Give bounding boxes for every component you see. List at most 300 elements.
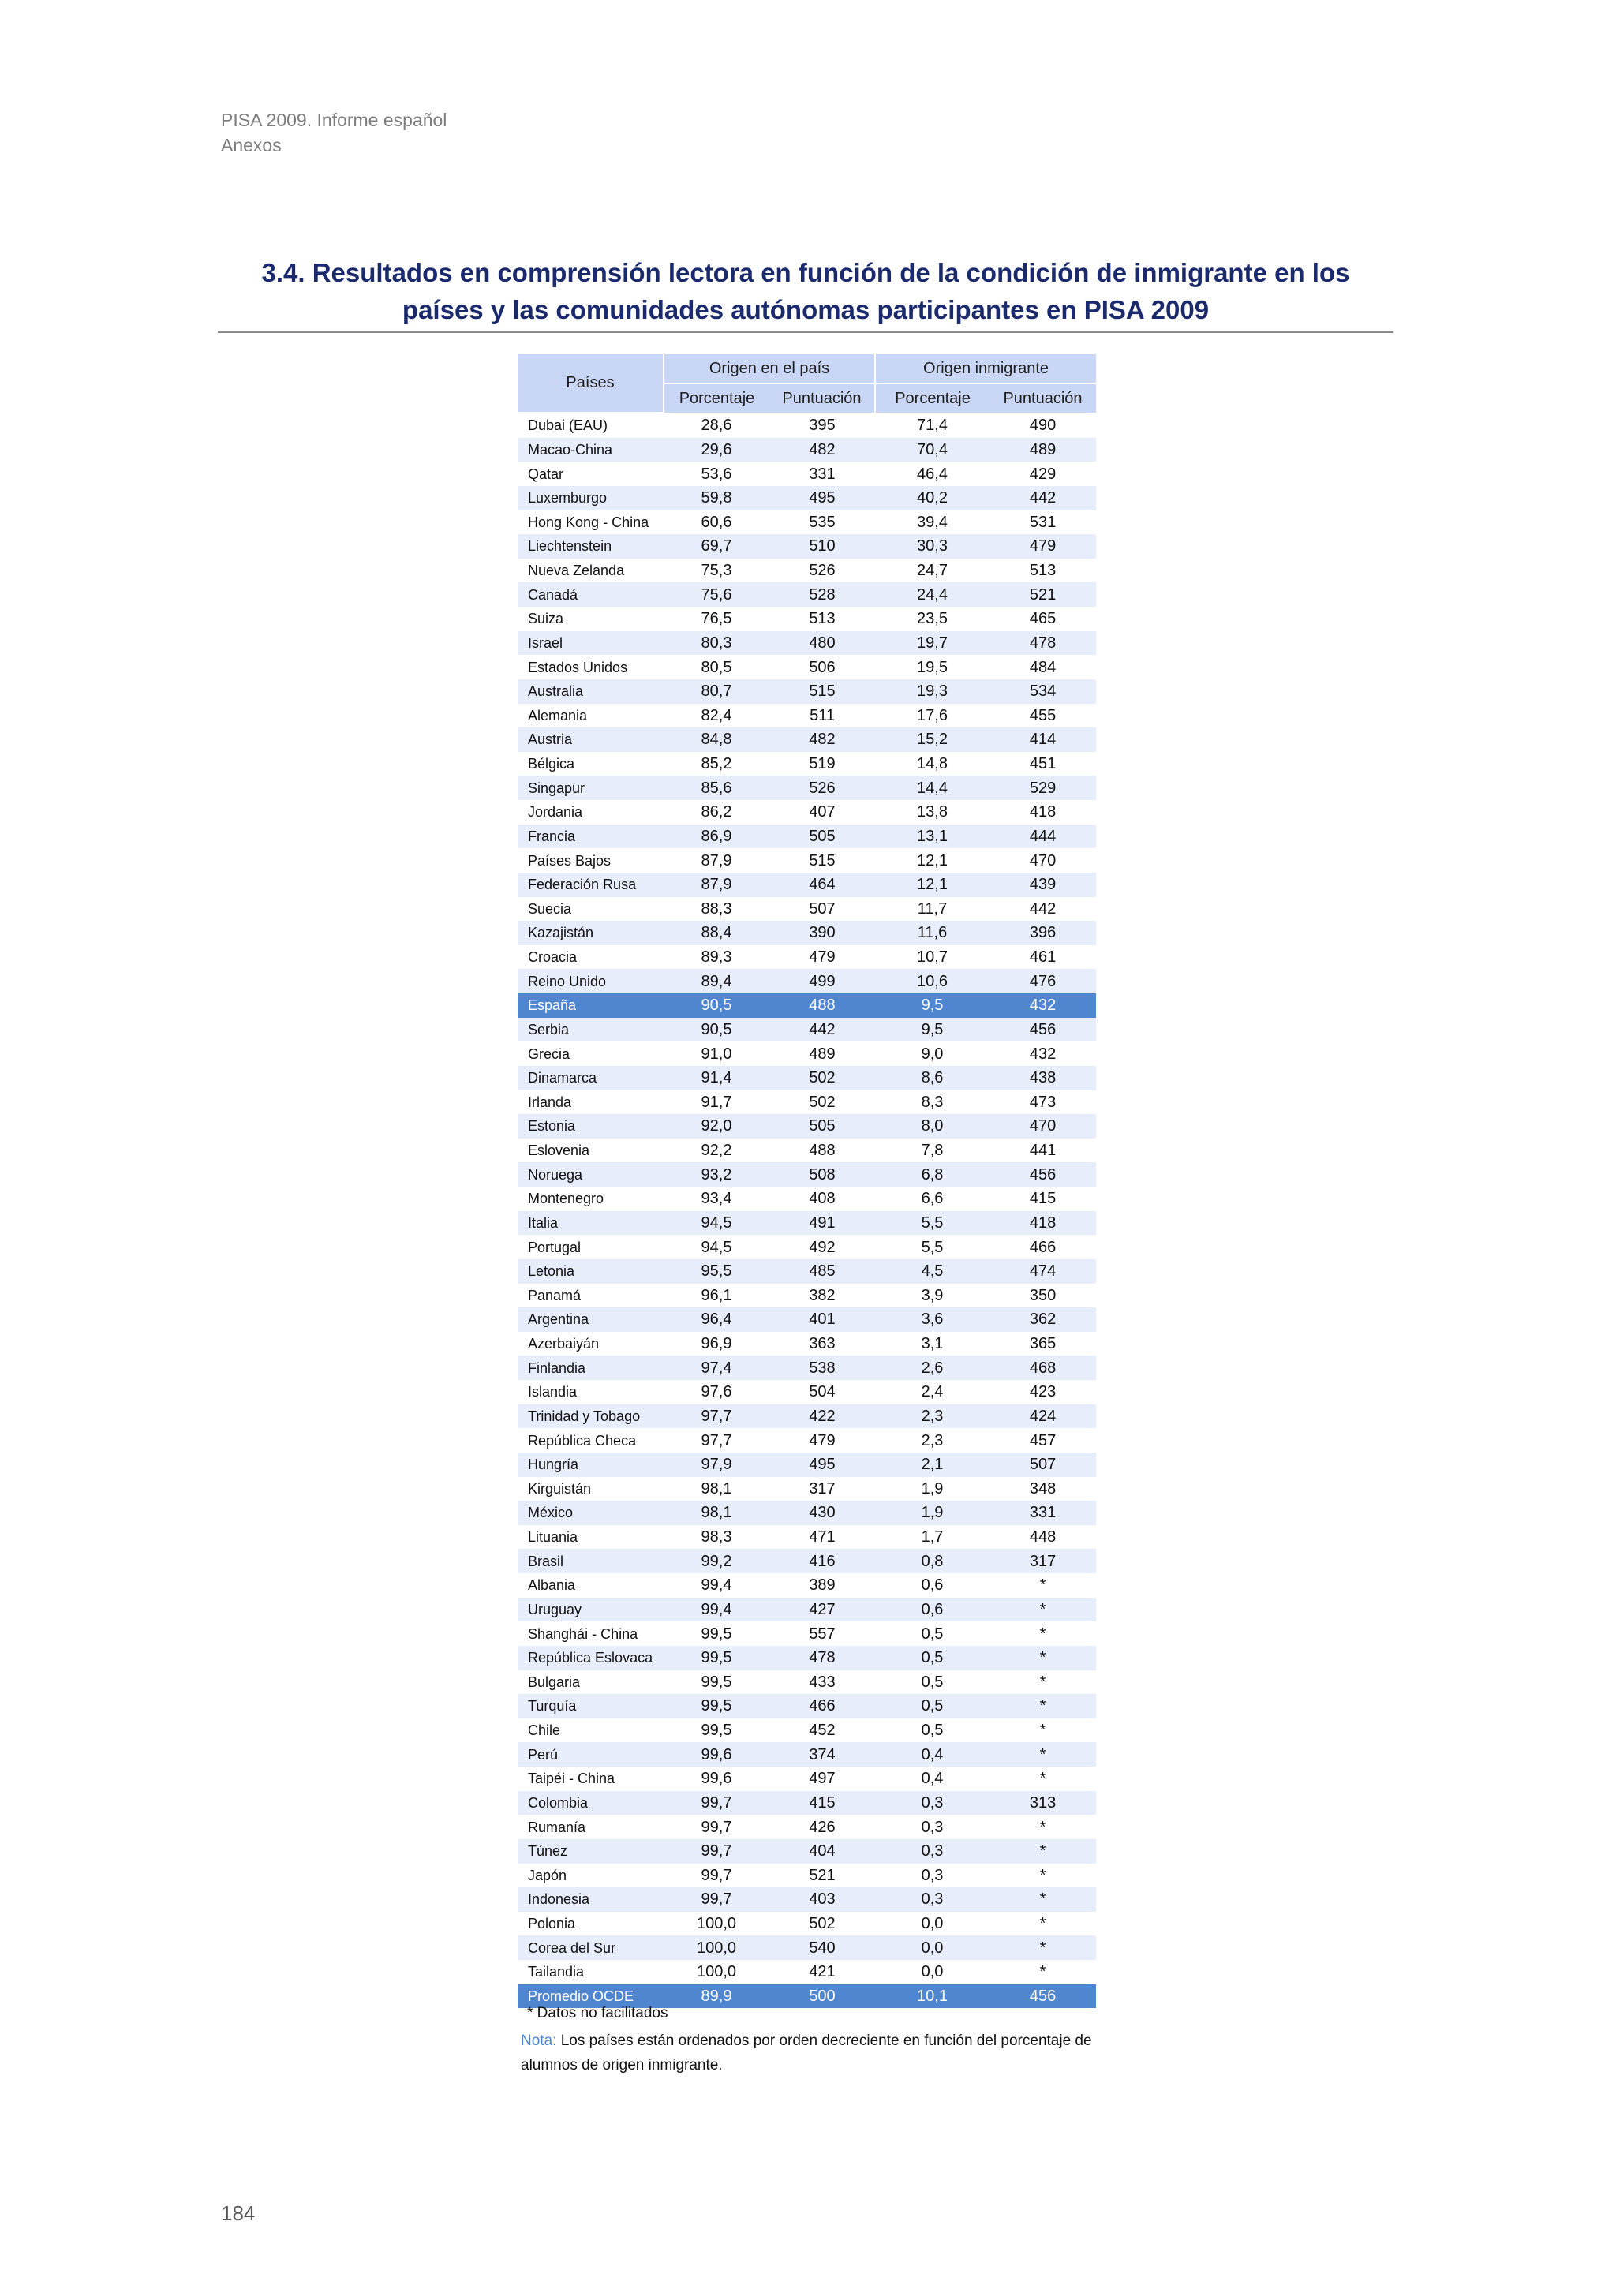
native-percentage-cell: 69,7 — [664, 534, 769, 559]
native-score-cell: 471 — [769, 1525, 875, 1550]
country-cell: Serbia — [518, 1018, 664, 1042]
country-cell: Eslovenia — [518, 1139, 664, 1163]
country-cell: República Checa — [518, 1428, 664, 1453]
immigrant-score-cell: * — [989, 1646, 1096, 1670]
native-percentage-cell: 97,7 — [664, 1428, 769, 1453]
native-score-cell: 508 — [769, 1162, 875, 1187]
table-row — [518, 1694, 1096, 1718]
table-row — [518, 1259, 1096, 1284]
native-percentage-cell: 29,6 — [664, 438, 769, 462]
native-score-cell: 515 — [769, 679, 875, 704]
table-row — [518, 1670, 1096, 1695]
native-score-cell: 502 — [769, 1066, 875, 1090]
immigrant-score-cell: 457 — [989, 1428, 1096, 1453]
table-row — [518, 607, 1096, 631]
immigrant-percentage-cell: 5,5 — [875, 1211, 989, 1236]
native-percentage-cell: 89,3 — [664, 945, 769, 970]
immigrant-score-cell: 423 — [989, 1380, 1096, 1404]
native-percentage-cell: 86,2 — [664, 800, 769, 825]
native-percentage-cell: 91,4 — [664, 1066, 769, 1090]
table-row — [518, 1162, 1096, 1187]
immigrant-score-cell: 473 — [989, 1090, 1096, 1115]
country-cell: Promedio OCDE — [518, 1984, 664, 2009]
native-score-cell: 502 — [769, 1090, 875, 1115]
immigrant-score-cell: 439 — [989, 873, 1096, 897]
immigrant-percentage-cell: 6,8 — [875, 1162, 989, 1187]
native-percentage-cell: 99,5 — [664, 1694, 769, 1718]
native-percentage-cell: 99,5 — [664, 1621, 769, 1646]
country-cell: Panamá — [518, 1284, 664, 1308]
country-cell: Finlandia — [518, 1356, 664, 1380]
native-percentage-cell: 93,4 — [664, 1187, 769, 1211]
immigrant-score-cell: 331 — [989, 1501, 1096, 1525]
immigrant-percentage-cell: 14,4 — [875, 776, 989, 800]
immigrant-percentage-cell: 19,7 — [875, 631, 989, 656]
immigrant-percentage-cell: 0,5 — [875, 1646, 989, 1670]
immigrant-score-cell: * — [989, 1742, 1096, 1767]
native-percentage-cell: 82,4 — [664, 704, 769, 728]
immigrant-score-cell: 451 — [989, 752, 1096, 776]
native-score-cell: 382 — [769, 1284, 875, 1308]
country-cell: Jordania — [518, 800, 664, 825]
immigrant-score-cell: 470 — [989, 848, 1096, 873]
native-percentage-cell: 100,0 — [664, 1912, 769, 1936]
native-score-cell: 521 — [769, 1864, 875, 1888]
country-cell: Alemania — [518, 704, 664, 728]
country-cell: Dubai (EAU) — [518, 413, 664, 438]
table-row — [518, 438, 1096, 462]
native-score-cell: 502 — [769, 1912, 875, 1936]
native-score-cell: 433 — [769, 1670, 875, 1695]
native-score-cell: 478 — [769, 1646, 875, 1670]
immigrant-percentage-cell: 23,5 — [875, 607, 989, 631]
table-row — [518, 1864, 1096, 1888]
immigrant-score-cell: 317 — [989, 1549, 1096, 1573]
results-table-container — [518, 354, 1096, 2008]
immigrant-score-cell: 456 — [989, 1984, 1096, 2009]
immigrant-percentage-cell: 10,1 — [875, 1984, 989, 2009]
immigrant-percentage-cell: 10,6 — [875, 969, 989, 993]
immigrant-percentage-cell: 24,7 — [875, 559, 989, 583]
running-header-section: Anexos — [221, 135, 282, 155]
native-score-cell: 482 — [769, 438, 875, 462]
table-row — [518, 1018, 1096, 1042]
subheader-native-score: Puntuación — [769, 383, 875, 413]
native-score-cell: 519 — [769, 752, 875, 776]
country-cell: Macao-China — [518, 438, 664, 462]
native-score-cell: 480 — [769, 631, 875, 656]
native-score-cell: 479 — [769, 1428, 875, 1453]
country-cell: Indonesia — [518, 1887, 664, 1912]
country-cell: Francia — [518, 825, 664, 849]
native-score-cell: 390 — [769, 921, 875, 945]
country-cell: México — [518, 1501, 664, 1525]
native-percentage-cell: 92,0 — [664, 1114, 769, 1139]
immigrant-score-cell: * — [989, 1598, 1096, 1622]
native-percentage-cell: 99,4 — [664, 1598, 769, 1622]
country-cell: Federación Rusa — [518, 873, 664, 897]
native-percentage-cell: 87,9 — [664, 848, 769, 873]
native-percentage-cell: 96,9 — [664, 1332, 769, 1356]
immigrant-score-cell: 489 — [989, 438, 1096, 462]
immigrant-percentage-cell: 10,7 — [875, 945, 989, 970]
country-cell: Croacia — [518, 945, 664, 970]
immigrant-score-cell: 479 — [989, 534, 1096, 559]
table-row — [518, 969, 1096, 993]
immigrant-score-cell: 456 — [989, 1162, 1096, 1187]
immigrant-score-cell: * — [989, 1960, 1096, 1984]
native-score-cell: 540 — [769, 1935, 875, 1960]
immigrant-percentage-cell: 70,4 — [875, 438, 989, 462]
table-row — [518, 582, 1096, 607]
immigrant-percentage-cell: 0,0 — [875, 1912, 989, 1936]
native-percentage-cell: 80,7 — [664, 679, 769, 704]
table-row — [518, 486, 1096, 510]
country-cell: Portugal — [518, 1235, 664, 1259]
country-cell: Rumanía — [518, 1815, 664, 1839]
table-row — [518, 1356, 1096, 1380]
table-row — [518, 1235, 1096, 1259]
immigrant-percentage-cell: 15,2 — [875, 727, 989, 752]
results-table — [518, 354, 1096, 2008]
native-score-cell: 505 — [769, 825, 875, 849]
immigrant-score-cell: 365 — [989, 1332, 1096, 1356]
native-percentage-cell: 97,4 — [664, 1356, 769, 1380]
country-cell: Bulgaria — [518, 1670, 664, 1695]
table-row — [518, 1090, 1096, 1115]
country-cell: Qatar — [518, 462, 664, 486]
immigrant-score-cell: * — [989, 1718, 1096, 1743]
native-score-cell: 504 — [769, 1380, 875, 1404]
immigrant-score-cell: 484 — [989, 655, 1096, 679]
native-percentage-cell: 98,3 — [664, 1525, 769, 1550]
immigrant-score-cell: 470 — [989, 1114, 1096, 1139]
immigrant-percentage-cell: 8,3 — [875, 1090, 989, 1115]
immigrant-percentage-cell: 0,3 — [875, 1839, 989, 1864]
native-score-cell: 426 — [769, 1815, 875, 1839]
immigrant-score-cell: * — [989, 1935, 1096, 1960]
native-score-cell: 528 — [769, 582, 875, 607]
table-row — [518, 727, 1096, 752]
immigrant-score-cell: * — [989, 1767, 1096, 1791]
native-percentage-cell: 91,7 — [664, 1090, 769, 1115]
immigrant-percentage-cell: 9,0 — [875, 1041, 989, 1066]
native-percentage-cell: 89,4 — [664, 969, 769, 993]
country-cell: Shanghái - China — [518, 1621, 664, 1646]
country-cell: Canadá — [518, 582, 664, 607]
immigrant-score-cell: 468 — [989, 1356, 1096, 1380]
native-percentage-cell: 87,9 — [664, 873, 769, 897]
immigrant-percentage-cell: 0,5 — [875, 1694, 989, 1718]
immigrant-percentage-cell: 0,4 — [875, 1742, 989, 1767]
table-row — [518, 873, 1096, 897]
immigrant-percentage-cell: 0,8 — [875, 1549, 989, 1573]
native-percentage-cell: 90,5 — [664, 993, 769, 1018]
native-score-cell: 491 — [769, 1211, 875, 1236]
native-score-cell: 492 — [769, 1235, 875, 1259]
country-cell: Kazajistán — [518, 921, 664, 945]
country-cell: Liechtenstein — [518, 534, 664, 559]
immigrant-percentage-cell: 3,6 — [875, 1307, 989, 1332]
column-header-country: Países — [518, 354, 664, 413]
table-row — [518, 631, 1096, 656]
native-percentage-cell: 95,5 — [664, 1259, 769, 1284]
native-percentage-cell: 99,7 — [664, 1887, 769, 1912]
immigrant-percentage-cell: 0,3 — [875, 1791, 989, 1815]
table-row — [518, 1501, 1096, 1525]
table-row — [518, 462, 1096, 486]
native-percentage-cell: 100,0 — [664, 1960, 769, 1984]
table-row — [518, 1791, 1096, 1815]
table-row — [518, 1187, 1096, 1211]
immigrant-score-cell: 350 — [989, 1284, 1096, 1308]
immigrant-score-cell: * — [989, 1694, 1096, 1718]
table-row — [518, 1549, 1096, 1573]
native-score-cell: 331 — [769, 462, 875, 486]
native-score-cell: 363 — [769, 1332, 875, 1356]
country-cell: Argentina — [518, 1307, 664, 1332]
native-percentage-cell: 100,0 — [664, 1935, 769, 1960]
native-score-cell: 488 — [769, 993, 875, 1018]
native-percentage-cell: 99,6 — [664, 1742, 769, 1767]
country-cell: Lituania — [518, 1525, 664, 1550]
country-cell: Suecia — [518, 897, 664, 922]
table-row — [518, 1935, 1096, 1960]
immigrant-score-cell: 396 — [989, 921, 1096, 945]
title-divider — [218, 331, 1393, 333]
country-cell: República Eslovaca — [518, 1646, 664, 1670]
table-row — [518, 1284, 1096, 1308]
native-score-cell: 495 — [769, 486, 875, 510]
immigrant-score-cell: 432 — [989, 993, 1096, 1018]
country-cell: Italia — [518, 1211, 664, 1236]
native-percentage-cell: 94,5 — [664, 1235, 769, 1259]
immigrant-percentage-cell: 39,4 — [875, 510, 989, 535]
table-row — [518, 776, 1096, 800]
immigrant-percentage-cell: 71,4 — [875, 413, 989, 438]
country-cell: Uruguay — [518, 1598, 664, 1622]
country-cell: Albania — [518, 1573, 664, 1598]
immigrant-percentage-cell: 2,3 — [875, 1428, 989, 1453]
immigrant-percentage-cell: 9,5 — [875, 1018, 989, 1042]
immigrant-percentage-cell: 0,6 — [875, 1598, 989, 1622]
table-row — [518, 1767, 1096, 1791]
immigrant-score-cell: * — [989, 1887, 1096, 1912]
table-row — [518, 1477, 1096, 1501]
immigrant-score-cell: * — [989, 1573, 1096, 1598]
immigrant-score-cell: * — [989, 1912, 1096, 1936]
country-cell: Turquía — [518, 1694, 664, 1718]
native-score-cell: 499 — [769, 969, 875, 993]
country-cell: Noruega — [518, 1162, 664, 1187]
immigrant-percentage-cell: 9,5 — [875, 993, 989, 1018]
subheader-immigrant-percentage: Porcentaje — [875, 383, 989, 413]
immigrant-percentage-cell: 12,1 — [875, 873, 989, 897]
country-cell: Bélgica — [518, 752, 664, 776]
immigrant-percentage-cell: 17,6 — [875, 704, 989, 728]
native-score-cell: 511 — [769, 704, 875, 728]
table-row — [518, 1211, 1096, 1236]
country-cell: Hong Kong - China — [518, 510, 664, 535]
immigrant-score-cell: 444 — [989, 825, 1096, 849]
native-score-cell: 506 — [769, 655, 875, 679]
country-cell: Dinamarca — [518, 1066, 664, 1090]
country-cell: Tailandia — [518, 1960, 664, 1984]
country-cell: Australia — [518, 679, 664, 704]
native-score-cell: 395 — [769, 413, 875, 438]
immigrant-score-cell: 529 — [989, 776, 1096, 800]
native-percentage-cell: 97,9 — [664, 1453, 769, 1477]
table-row — [518, 1960, 1096, 1984]
native-percentage-cell: 94,5 — [664, 1211, 769, 1236]
table-row — [518, 1646, 1096, 1670]
native-percentage-cell: 92,2 — [664, 1139, 769, 1163]
table-row — [518, 1912, 1096, 1936]
immigrant-score-cell: 424 — [989, 1404, 1096, 1429]
immigrant-score-cell: 432 — [989, 1041, 1096, 1066]
immigrant-percentage-cell: 19,3 — [875, 679, 989, 704]
immigrant-score-cell: 438 — [989, 1066, 1096, 1090]
table-row — [518, 704, 1096, 728]
table-row — [518, 534, 1096, 559]
immigrant-percentage-cell: 4,5 — [875, 1259, 989, 1284]
immigrant-score-cell: 490 — [989, 413, 1096, 438]
table-row — [518, 752, 1096, 776]
immigrant-percentage-cell: 0,0 — [875, 1960, 989, 1984]
immigrant-percentage-cell: 0,3 — [875, 1864, 989, 1888]
immigrant-percentage-cell: 0,3 — [875, 1815, 989, 1839]
country-cell: Suiza — [518, 607, 664, 631]
native-score-cell: 515 — [769, 848, 875, 873]
native-score-cell: 510 — [769, 534, 875, 559]
immigrant-percentage-cell: 1,9 — [875, 1477, 989, 1501]
immigrant-score-cell: 418 — [989, 1211, 1096, 1236]
native-percentage-cell: 88,3 — [664, 897, 769, 922]
immigrant-percentage-cell: 11,7 — [875, 897, 989, 922]
native-score-cell: 513 — [769, 607, 875, 631]
table-row — [518, 1887, 1096, 1912]
immigrant-score-cell: * — [989, 1670, 1096, 1695]
table-row — [518, 897, 1096, 922]
immigrant-percentage-cell: 24,4 — [875, 582, 989, 607]
native-score-cell: 538 — [769, 1356, 875, 1380]
table-row — [518, 1453, 1096, 1477]
country-cell: Islandia — [518, 1380, 664, 1404]
native-score-cell: 374 — [769, 1742, 875, 1767]
immigrant-percentage-cell: 13,8 — [875, 800, 989, 825]
native-percentage-cell: 99,5 — [664, 1646, 769, 1670]
nota-label: Nota: — [521, 2032, 557, 2049]
country-cell: Estados Unidos — [518, 655, 664, 679]
country-cell: Polonia — [518, 1912, 664, 1936]
immigrant-score-cell: 507 — [989, 1453, 1096, 1477]
table-body — [518, 413, 1096, 2008]
immigrant-score-cell: * — [989, 1621, 1096, 1646]
immigrant-score-cell: 442 — [989, 486, 1096, 510]
country-cell: Trinidad y Tobago — [518, 1404, 664, 1429]
immigrant-score-cell: 418 — [989, 800, 1096, 825]
column-group-native: Origen en el país — [664, 354, 875, 383]
native-score-cell: 408 — [769, 1187, 875, 1211]
native-percentage-cell: 80,3 — [664, 631, 769, 656]
immigrant-percentage-cell: 2,3 — [875, 1404, 989, 1429]
native-percentage-cell: 99,4 — [664, 1573, 769, 1598]
native-percentage-cell: 97,7 — [664, 1404, 769, 1429]
country-cell: Reino Unido — [518, 969, 664, 993]
native-score-cell: 557 — [769, 1621, 875, 1646]
immigrant-score-cell: 429 — [989, 462, 1096, 486]
country-cell: Grecia — [518, 1041, 664, 1066]
native-score-cell: 422 — [769, 1404, 875, 1429]
immigrant-percentage-cell: 7,8 — [875, 1139, 989, 1163]
subheader-immigrant-score: Puntuación — [989, 383, 1096, 413]
footnote-nota — [521, 2029, 1105, 2077]
native-score-cell: 430 — [769, 1501, 875, 1525]
table-row — [518, 848, 1096, 873]
country-cell: Austria — [518, 727, 664, 752]
table-row — [518, 1621, 1096, 1646]
immigrant-score-cell: * — [989, 1815, 1096, 1839]
country-cell: Letonia — [518, 1259, 664, 1284]
table-row — [518, 655, 1096, 679]
native-percentage-cell: 76,5 — [664, 607, 769, 631]
immigrant-score-cell: 441 — [989, 1139, 1096, 1163]
native-percentage-cell: 60,6 — [664, 510, 769, 535]
native-percentage-cell: 86,9 — [664, 825, 769, 849]
immigrant-score-cell: 348 — [989, 1477, 1096, 1501]
table-row — [518, 1525, 1096, 1550]
native-percentage-cell: 84,8 — [664, 727, 769, 752]
immigrant-score-cell: 455 — [989, 704, 1096, 728]
native-percentage-cell: 96,4 — [664, 1307, 769, 1332]
native-score-cell: 479 — [769, 945, 875, 970]
native-score-cell: 452 — [769, 1718, 875, 1743]
native-percentage-cell: 98,1 — [664, 1501, 769, 1525]
immigrant-score-cell: 448 — [989, 1525, 1096, 1550]
immigrant-percentage-cell: 3,1 — [875, 1332, 989, 1356]
native-score-cell: 526 — [769, 776, 875, 800]
table-row — [518, 993, 1096, 1018]
table-row — [518, 1404, 1096, 1429]
country-cell: Japón — [518, 1864, 664, 1888]
immigrant-percentage-cell: 13,1 — [875, 825, 989, 849]
table-row — [518, 1839, 1096, 1864]
immigrant-percentage-cell: 14,8 — [875, 752, 989, 776]
country-cell: Colombia — [518, 1791, 664, 1815]
running-header-title: PISA 2009. Informe español — [221, 110, 447, 130]
subheader-native-percentage: Porcentaje — [664, 383, 769, 413]
immigrant-percentage-cell: 30,3 — [875, 534, 989, 559]
native-score-cell: 317 — [769, 1477, 875, 1501]
page-number: 184 — [221, 2201, 256, 2225]
native-score-cell: 466 — [769, 1694, 875, 1718]
native-percentage-cell: 97,6 — [664, 1380, 769, 1404]
native-score-cell: 416 — [769, 1549, 875, 1573]
immigrant-score-cell: 531 — [989, 510, 1096, 535]
native-percentage-cell: 89,9 — [664, 1984, 769, 2009]
immigrant-score-cell: 456 — [989, 1018, 1096, 1042]
immigrant-percentage-cell: 0,5 — [875, 1718, 989, 1743]
immigrant-percentage-cell: 12,1 — [875, 848, 989, 873]
table-row — [518, 800, 1096, 825]
country-cell: Perú — [518, 1742, 664, 1767]
country-cell: Israel — [518, 631, 664, 656]
native-score-cell: 495 — [769, 1453, 875, 1477]
immigrant-percentage-cell: 0,0 — [875, 1935, 989, 1960]
immigrant-score-cell: 461 — [989, 945, 1096, 970]
native-score-cell: 404 — [769, 1839, 875, 1864]
immigrant-percentage-cell: 8,6 — [875, 1066, 989, 1090]
